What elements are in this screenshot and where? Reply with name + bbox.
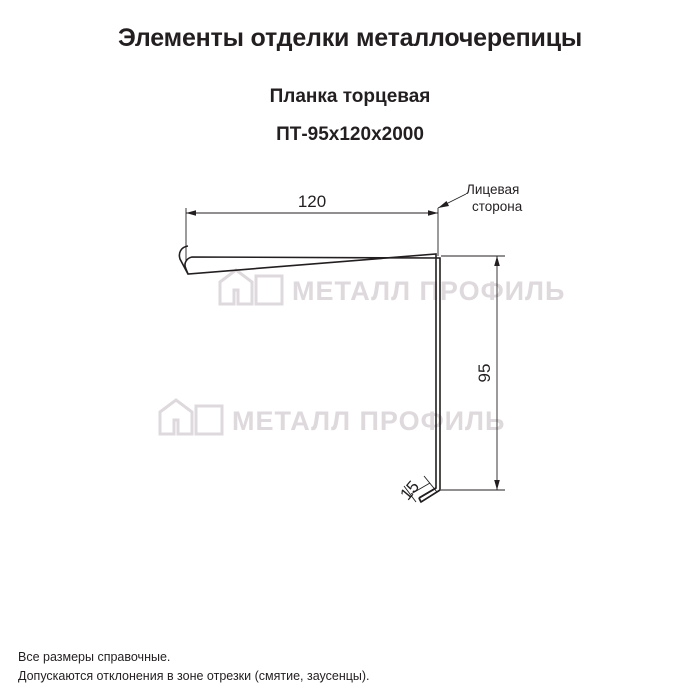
- technical-drawing: [0, 150, 700, 570]
- profile-lip-end: [419, 498, 421, 502]
- dim-label-height: 95: [475, 363, 494, 383]
- profile-outline-bottom: [185, 257, 440, 502]
- profile-outline-top: [179, 246, 436, 498]
- footer-notes: [18, 648, 370, 686]
- page-title: Элементы отделки металлочерепицы: [117, 24, 583, 52]
- footer-note-1: Все размеры справочные.: [18, 650, 171, 664]
- product-name: Планка торцевая: [269, 86, 431, 107]
- arrow-height-bottom: [494, 480, 500, 490]
- face-label-line2: сторона: [472, 199, 523, 214]
- ext-line-lip-b: [424, 476, 437, 492]
- watermark-text-2: МЕТАЛЛ ПРОФИЛЬ: [232, 406, 506, 436]
- arrow-face: [438, 201, 449, 208]
- dim-label-lip: 15: [396, 477, 424, 504]
- arrow-height-top: [494, 256, 500, 266]
- watermark-text-1: МЕТАЛЛ ПРОФИЛЬ: [292, 276, 566, 306]
- product-code: ПТ-95х120х2000: [276, 124, 424, 145]
- face-label-line1: Лицевая: [466, 182, 520, 197]
- footer-note-2: Допускаются отклонения в зоне отрезки (смятие, заусенцы).: [18, 669, 370, 683]
- arrow-width-right: [428, 210, 438, 216]
- dim-label-width: 120: [297, 192, 327, 211]
- arrow-width-left: [186, 210, 196, 216]
